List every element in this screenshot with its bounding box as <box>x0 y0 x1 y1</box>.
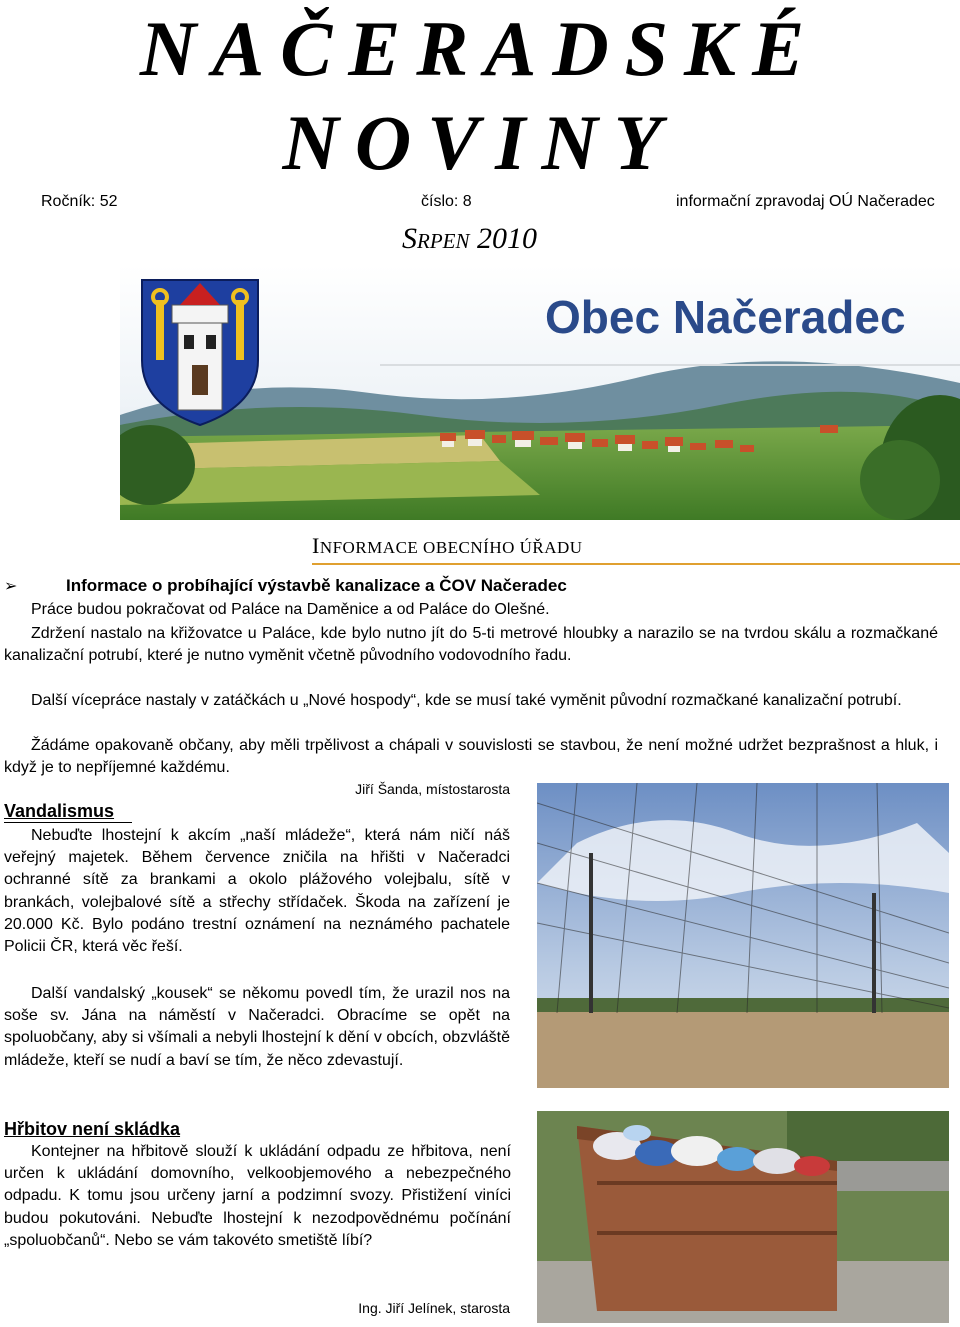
vandalism-paragraph-2: Další vandalský „kousek“ se někomu povedl tím, že urazil nos na soše sv. Jána na náměstí v Načeradci. Obracíme se opět na spoluobčany, aby si všímali a nebyli lhostejní k dění v obcích, obzvláště mládeže, kteří se nudí a baví se tím, že něco zdevastují. <box>4 985 510 1069</box>
sewer-paragraph-3: Další vícepráce nastaly v zatáčkách u „Nové hospody“, kde se musí také vyměnit původní rozmačkané kanalizační potrubí. <box>31 692 902 709</box>
sewer-paragraph-2: Zdržení nastalo na křižovatce u Paláce, kde bylo nutno jít do 5-ti metrové hloubky a narazilo se na tvrdou skálu a rozmačkané kanalizační potrubí, které je nutno vyměnit včetně původního vodovodního řadu. <box>4 625 938 665</box>
sewer-paragraph-4: Žádáme opakovaně občany, aby měli trpělivost a chápali v souvislosti se stavbou, že není možné udržet bezprašnost a hluk, i když je to nepříjemné každému. <box>4 737 938 777</box>
cemetery-signature: Ing. Jiří Jelínek, starosta <box>358 1300 510 1316</box>
cemetery-paragraph: Kontejner na hřbitově slouží k ukládání odpadu ze hřbitova, není určen k ukládání domovního, velkoobjemového a nebezpečného odpadu. K tomu jsou určeny jarní a podzimní svozy. Přistižení viníci budou pokutováni. Nebuďte lhostejní k nezodpovědnému počínání „spoluobčanů“. Nebo se vám takovéto smetiště líbí? <box>4 1143 511 1249</box>
masthead-title-line1: NAČERADSKÉ <box>139 5 821 92</box>
sewer-signature: Jiří Šanda, místostarosta <box>355 781 510 797</box>
vandalism-heading-rule <box>4 822 132 823</box>
vandalism-heading: Vandalismus <box>4 801 115 821</box>
damaged-playground-photo <box>537 783 949 1088</box>
section-heading-rest: NFORMACE OBECNÍHO ÚŘADU <box>319 538 583 557</box>
banner-caption: Obec Načeradec <box>545 291 906 343</box>
section-heading <box>312 533 583 559</box>
village-banner-image <box>120 265 960 520</box>
masthead-volume: Ročník: 52 <box>41 193 118 210</box>
bullet-arrow-icon: ➢ <box>4 578 18 595</box>
masthead-title-line2: NOVINY <box>282 99 678 186</box>
month-rest: RPEN <box>417 229 470 253</box>
masthead-month <box>402 222 537 256</box>
vandalism-paragraph-1: Nebuďte lhostejní k akcím „naší mládeže“, která nám ničí náš veřejný majetek. Během července zničila na hřišti v Načeradci ochranné sítě za brankami a okolo plážového volejbalu, sítě v brankách, volejbalové sítě a střechy střídaček. Škoda na zařízení je 20.000 Kč. Bylo podáno trestní oznámení na neznámého pachatele Policii ČR, která věc řeší. <box>4 827 510 956</box>
masthead-year: 2010 <box>477 222 537 255</box>
section-divider <box>312 563 960 565</box>
masthead-publisher: informační zpravodaj OÚ Načeradec <box>676 193 935 210</box>
section-heading-initial: I <box>312 533 320 558</box>
masthead-issue: číslo: 8 <box>421 193 472 210</box>
waste-container-photo <box>537 1111 949 1323</box>
month-initial: S <box>402 222 417 255</box>
cemetery-heading: Hřbitov není skládka <box>4 1119 181 1139</box>
sewer-article-heading: Informace o probíhající výstavbě kanalizace a ČOV Načeradec <box>66 576 567 595</box>
sewer-paragraph-1: Práce budou pokračovat od Paláce na Daměnice a od Paláce do Olešné. <box>31 601 550 618</box>
